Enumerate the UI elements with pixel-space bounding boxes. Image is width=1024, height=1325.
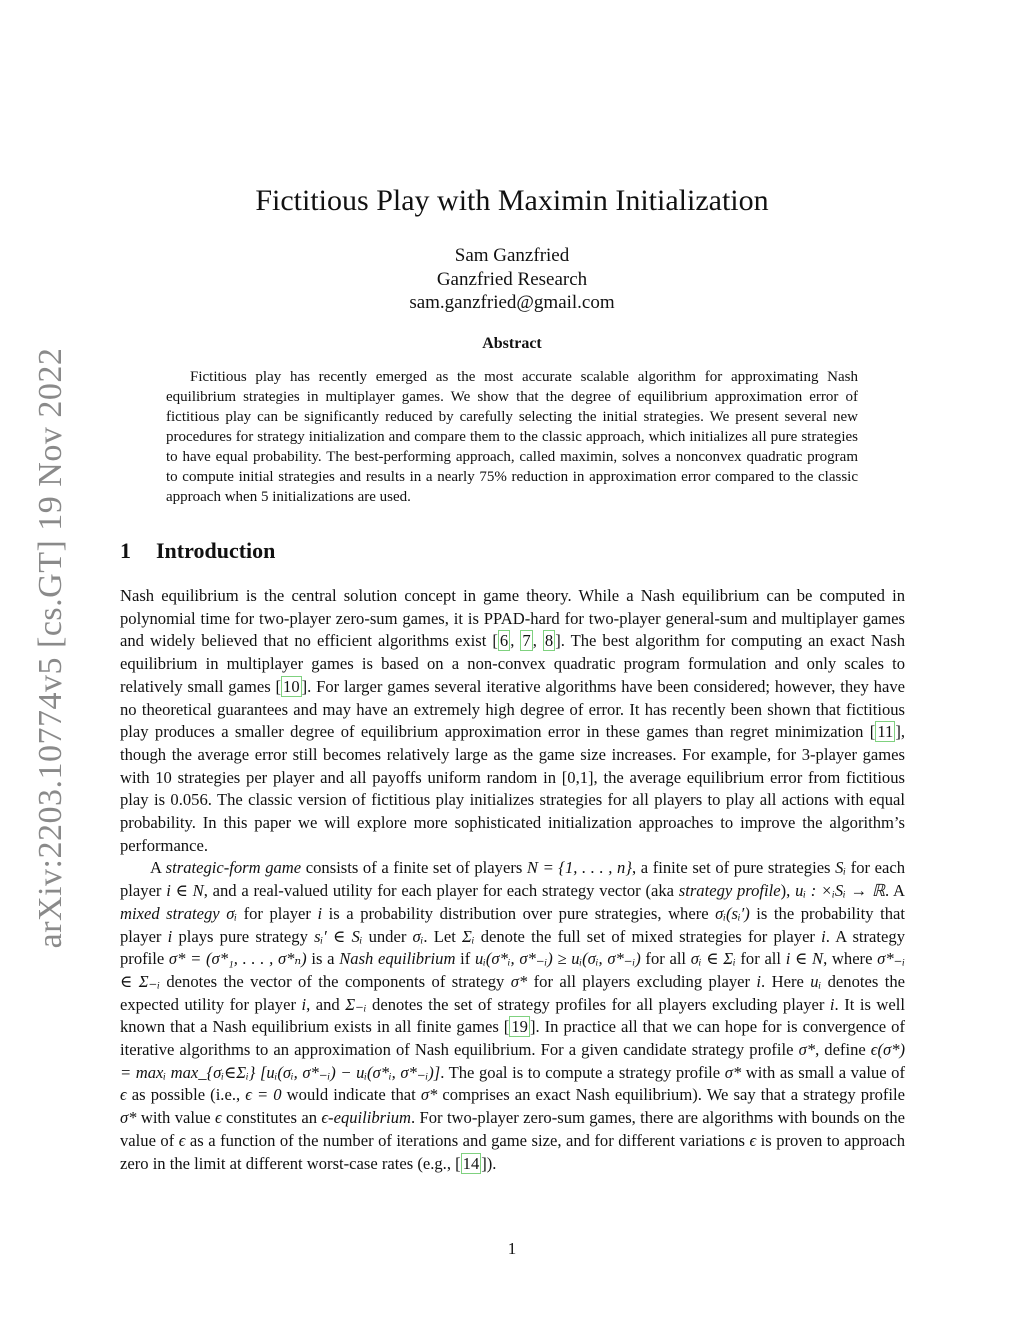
text-run: denote the full set of mixed strategies for player	[474, 926, 822, 946]
text-run: , and a real-valued utility for each player for each strategy vector (aka	[203, 881, 679, 901]
text-run: Nash equilibrium is the central solution concept in game theory. While a Nash equilibrium can be computed in polynomial time for two-player zero-sum games, it is PPAD-hard for two-player general-sum and multiplayer games and widely believed that no efficient algorithms exist [	[120, 586, 905, 651]
text-run: is the probability that player	[120, 903, 905, 946]
text-run: comprises an exact Nash equilibrium). We say that a strategy profile	[437, 1085, 905, 1105]
text-run: plays pure strategy	[172, 926, 315, 946]
citation-link[interactable]: 10	[283, 676, 300, 696]
text-run: with value	[136, 1108, 215, 1128]
math-inline: σᵢ	[226, 903, 238, 923]
text-run: , and	[306, 994, 346, 1014]
abstract-heading: Abstract	[482, 335, 542, 352]
arxiv-identifier: arXiv:2203.10774v5 [cs.GT] 19 Nov 2022	[32, 347, 69, 949]
math-inline: ϵ	[120, 1085, 127, 1105]
text-run: ]. The best algorithm for computing an exact Nash equilibrium in multiplayer games is based on a non-convex quadratic program formulation and only scales to relatively small games [	[120, 631, 906, 696]
text-run: . The goal is to compute a strategy profile	[440, 1062, 725, 1082]
author-block	[0, 244, 1024, 315]
citation-link[interactable]: 14	[462, 1153, 480, 1173]
citation-link[interactable]: 7	[522, 631, 531, 651]
author-affiliation: Ganzfried Research	[436, 268, 588, 290]
math-inline: σ*	[724, 1062, 742, 1082]
citation-link[interactable]: 19	[511, 1017, 528, 1037]
math-inline: Sᵢ	[835, 858, 847, 878]
text-run: ]. For larger games several iterative algorithms have been considered; however, they have no theoretical guarantees and may have an extremely high degree of error. It has recently been shown that fictitious play produces a smaller degree of equilibrium approximation error in these games than regret minimization [	[120, 676, 905, 742]
math-inline: σ* = (σ*₁, . . . , σ*ₙ)	[168, 949, 307, 969]
text-run: consists of a finite set of players	[301, 858, 527, 878]
text-run: ),	[780, 881, 796, 901]
math-inline: ϵ(σ*) = maxᵢ max_{σᵢ∈Σᵢ} [uᵢ(σᵢ, σ*₋ᵢ) − uᵢ(σ*ᵢ, σ*₋ᵢ)]	[120, 1040, 906, 1082]
text-run: . A strategy profile	[120, 926, 905, 969]
math-inline: i	[821, 926, 826, 946]
text-run: . Let	[423, 926, 462, 946]
text-run: ,	[532, 631, 543, 651]
citation-link[interactable]: 8	[544, 631, 554, 651]
text-run: . A	[885, 881, 906, 901]
text-run: for all players excluding player	[527, 971, 757, 991]
text-run: as a function of the number of iterations and game size, and for different variations	[185, 1130, 750, 1150]
math-inline: ϵ	[749, 1130, 757, 1150]
math-inline: Σ₋ᵢ	[345, 994, 367, 1014]
math-inline: i	[756, 971, 762, 991]
citation-link[interactable]: 11	[877, 722, 894, 742]
text-run: A	[150, 858, 166, 878]
math-inline: Σᵢ	[462, 926, 475, 946]
text-run: for player	[237, 903, 318, 923]
author-name: Sam Ganzfried	[454, 245, 570, 266]
math-inline: σ*₋ᵢ ∈ Σ₋ᵢ	[120, 949, 906, 991]
math-inline: N = {1, . . . , n}	[526, 858, 632, 878]
math-inline: ϵ	[178, 1130, 186, 1150]
text-run: is a	[306, 949, 340, 969]
text-run: ], though the average error still becomes relatively large as the game size increases. For example, for 3-player games with 10 strategies per player and all payoffs uniform random in [0,1], the average equilibrium error from fictitious play is 0.056. The classic version of fictitious play initializes strategies for all players to play all actions with equal probability. In this paper we will explore more sophisticated initialization approaches to improve the algorithm’s performance.	[120, 722, 905, 855]
text-run: for each player	[120, 858, 906, 901]
math-inline: σ*	[120, 1108, 137, 1128]
math-inline: i	[301, 994, 307, 1014]
term-emphasis: strategy profile	[678, 881, 781, 901]
section-number: 1	[120, 538, 131, 563]
text-run: would indicate that	[281, 1085, 421, 1105]
math-inline: ϵ = 0	[245, 1085, 282, 1105]
math-inline: ϵ	[214, 1108, 222, 1128]
text-run: ]. In practice all that we can hope for is convergence of iterative algorithms to an approximation of Nash equilibrium. For a given candidate strategy profile	[120, 1017, 905, 1060]
text-run: under	[362, 926, 413, 946]
author-email[interactable]: sam.ganzfried@gmail.com	[409, 292, 615, 313]
intro-paragraph-1	[120, 585, 905, 857]
math-inline: σᵢ(sᵢ′)	[715, 903, 750, 923]
math-inline: σᵢ ∈ Σᵢ	[690, 949, 736, 969]
math-inline: i	[317, 903, 323, 923]
math-inline: σᵢ	[412, 926, 424, 946]
math-inline: σ*	[798, 1040, 816, 1060]
text-run: denotes the vector of the components of strategy	[159, 971, 511, 991]
math-inline: σ*	[510, 971, 528, 991]
math-inline: sᵢ′ ∈ Sᵢ	[314, 926, 363, 946]
text-run: . Here	[761, 971, 811, 991]
math-inline: i ∈ N	[166, 881, 204, 901]
abstract-text: Fictitious play has recently emerged as the most accurate scalable algorithm for approximating Nash equilibrium strategies in multiplayer games. We show that the degree of equilibrium approximation error of fictitious play can be significantly reduced by carefully selecting the initial strategies. We present several new procedures for strategy initialization and compare them to the classic approach, which initializes all pure strategies to have equal probability. The best-performing approach, called maximin, solves a nonconvex quadratic program to compute initial strategies and results in a nearly 75% reduction in approximation error compared to the classic approach when 5 initializations are used.	[166, 369, 858, 505]
intro-paragraph-2	[120, 857, 905, 1175]
section-title: Introduction	[156, 538, 276, 563]
math-inline: i	[829, 994, 835, 1014]
paper-title: Fictitious Play with Maximin Initialization	[255, 184, 769, 217]
text-run: for all	[735, 949, 786, 969]
page-number: 1	[507, 1239, 517, 1258]
introduction-body	[120, 585, 905, 1175]
math-inline: uᵢ(σ*ᵢ, σ*₋ᵢ) ≥ uᵢ(σᵢ, σ*₋ᵢ)	[474, 949, 641, 969]
math-inline: i	[167, 926, 173, 946]
term-emphasis: strategic-form game	[165, 858, 302, 878]
text-run: ]).	[481, 1153, 497, 1173]
math-inline: uᵢ : ×ᵢSᵢ → ℝ	[795, 881, 886, 901]
text-run: is a probability distribution over pure strategies, where	[322, 903, 716, 923]
text-run: with as small a value of	[741, 1062, 905, 1082]
term-emphasis: mixed strategy	[120, 903, 220, 923]
text-run: , where	[823, 949, 878, 969]
citation-link[interactable]: 6	[499, 631, 509, 651]
text-run: if	[455, 949, 475, 969]
text-run: as possible (i.e.,	[126, 1085, 246, 1105]
term-emphasis: Nash equilibrium	[339, 949, 456, 969]
text-run: , a finite set of pure strategies	[631, 858, 836, 878]
text-run: . For two-player zero-sum games, there are algorithms with bounds on the value of	[120, 1108, 905, 1150]
text-run: , define	[815, 1040, 871, 1060]
text-run: is proven to approach zero in the limit at different worst-case rates (e.g., [	[120, 1130, 905, 1173]
math-inline: i ∈ N	[785, 949, 824, 969]
section-heading	[120, 538, 275, 564]
text-run: denotes the set of strategy profiles for all players excluding player	[366, 994, 830, 1014]
term-emphasis: ϵ-equilibrium	[321, 1108, 412, 1128]
text-run: . It is well known that a Nash equilibrium exists in all finite games [	[120, 994, 906, 1037]
math-inline: σ*	[420, 1085, 438, 1105]
math-inline: uᵢ	[810, 971, 822, 991]
text-run: for all	[640, 949, 691, 969]
text-run: denotes the expected utility for player	[120, 971, 905, 1014]
text-run: constitutes an	[221, 1108, 322, 1128]
text-run: ,	[510, 631, 521, 651]
